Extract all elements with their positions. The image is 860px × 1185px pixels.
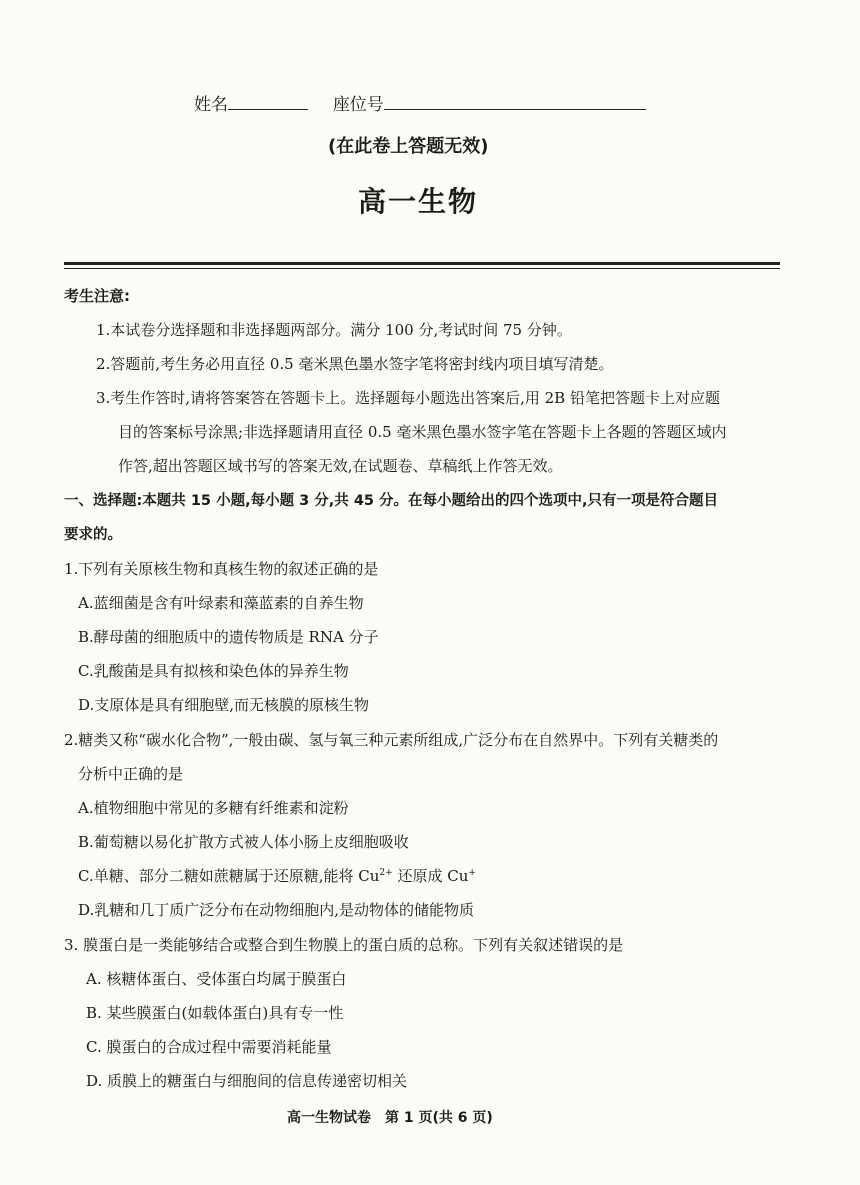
instruction-item: 目的答案标号涂黑;非选择题请用直径 0.5 毫米黑色墨水签字笔在答题卡上各题的答题区域内 (118, 423, 727, 441)
invalid-notice: (在此卷上答题无效) (328, 136, 489, 157)
option-a: A.植物细胞中常见的多糖有纤维素和淀粉 (78, 799, 349, 817)
option-b: B.酵母菌的细胞质中的遗传物质是 RNA 分子 (78, 628, 379, 646)
question-stem: 1.下列有关原核生物和真核生物的叙述正确的是 (64, 560, 379, 578)
ion-charge: + (468, 868, 476, 878)
student-info-line (194, 90, 646, 115)
header-rule-thin (64, 268, 780, 269)
ion-symbol: Cu (358, 867, 380, 885)
name-label: 姓名 (194, 95, 228, 115)
instructions-heading: 考生注意: (64, 287, 130, 305)
cu2-ion (358, 867, 392, 885)
question-stem: 2.糖类又称“碳水化合物”,一般由碳、氢与氧三种元素所组成,广泛分布在自然界中。下列有关糖类的 (64, 731, 719, 749)
name-blank[interactable] (228, 95, 308, 110)
option-d: D.支原体是具有细胞壁,而无核膜的原核生物 (78, 696, 370, 714)
option-b: B.葡萄糖以易化扩散方式被人体小肠上皮细胞吸收 (78, 833, 409, 851)
option-c (78, 865, 476, 886)
option-c: C.乳酸菌是具有拟核和染色体的异养生物 (78, 662, 349, 680)
instruction-item: 作答,超出答题区域书写的答案无效,在试题卷、草稿纸上作答无效。 (118, 457, 563, 475)
seat-label: 座位号 (332, 95, 384, 115)
option-a: A. 核糖体蛋白、受体蛋白均属于膜蛋白 (86, 970, 347, 988)
instruction-item: 3.考生作答时,请将答案答在答题卡上。选择题每小题选出答案后,用 2B 铅笔把答题卡上对应题 (96, 389, 720, 407)
option-c: C. 膜蛋白的合成过程中需要消耗能量 (86, 1038, 332, 1056)
header-rule-thick (64, 262, 780, 265)
option-a: A.蓝细菌是含有叶绿素和藻蓝素的自养生物 (78, 594, 364, 612)
question-stem-cont: 分析中正确的是 (78, 765, 184, 783)
ion-symbol: Cu (447, 867, 469, 885)
option-d: D. 质膜上的糖蛋白与细胞间的信息传递密切相关 (86, 1072, 408, 1090)
instruction-item: 2.答题前,考生务必用直径 0.5 毫米黑色墨水签字笔将密封线内项目填写清楚。 (96, 355, 614, 373)
option-c-middle: 还原成 (397, 867, 443, 885)
section-heading: 一、选择题:本题共 15 小题,每小题 3 分,共 45 分。在每小题给出的四个选项中,只有一项是符合题目 (64, 493, 719, 509)
instruction-item: 1.本试卷分选择题和非选择题两部分。满分 100 分,考试时间 75 分钟。 (96, 321, 572, 339)
section-heading-cont: 要求的。 (64, 527, 122, 543)
page-title: 高一生物 (358, 185, 479, 218)
seat-blank[interactable] (384, 95, 646, 110)
option-b: B. 某些膜蛋白(如载体蛋白)具有专一性 (86, 1004, 344, 1022)
ion-charge: 2+ (379, 868, 393, 878)
option-c-text: C.单糖、部分二糖如蔗糖属于还原糖,能将 (78, 867, 354, 885)
question-stem: 3. 膜蛋白是一类能够结合或整合到生物膜上的蛋白质的总称。下列有关叙述错误的是 (64, 936, 624, 954)
option-d: D.乳糖和几丁质广泛分布在动物细胞内,是动物体的储能物质 (78, 901, 475, 919)
cu1-ion (447, 867, 476, 885)
page-footer: 高一生物试卷 第 1 页(共 6 页) (287, 1110, 493, 1126)
